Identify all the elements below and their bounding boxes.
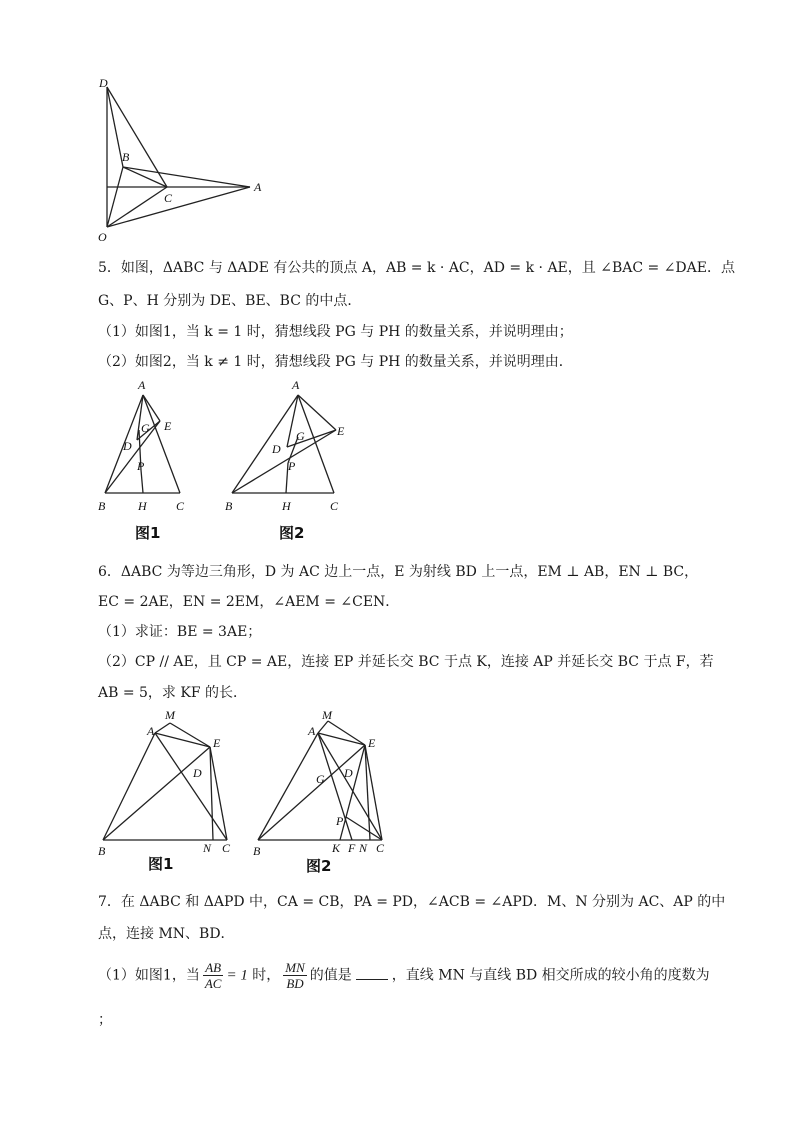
q6-line-3: （1）求证：BE = 3AE； xyxy=(98,624,262,640)
q6f2-f: F xyxy=(348,841,356,855)
q6f2-p: P xyxy=(336,814,344,828)
q6-line-4: （2）CP // AE，且 CP = AE，连接 EP 并延长交 BC 于点 K，连接 AP 并延长交 BC 于点 F，若 xyxy=(98,654,714,670)
q5-line-3: （1）如图1，当 k = 1 时，猜想线段 PG 与 PH 的数量关系，并说明理由； xyxy=(98,324,573,340)
q6f2-k: K xyxy=(332,841,341,855)
q6f2-caption: 图2 xyxy=(306,857,332,875)
q5f1-d: D xyxy=(123,439,132,453)
fraction-ab-ac xyxy=(203,960,224,991)
q6f1-caption: 图1 xyxy=(148,855,174,873)
q5f1-p: P xyxy=(137,459,145,473)
q5-line-2: G、P、H 分别为 DE、BE、BC 的中点． xyxy=(98,293,362,309)
q6f2-b: B xyxy=(253,844,261,858)
label-c: C xyxy=(164,191,173,205)
fraction-mn-bd-den: BD xyxy=(286,976,304,991)
q5f1-a: A xyxy=(138,378,146,392)
q6f1-d: D xyxy=(193,766,202,780)
q5f1-c: C xyxy=(176,499,185,513)
q5f2-g: G xyxy=(296,429,305,443)
q7-eq-one: = 1 xyxy=(226,967,248,984)
q6-line-5: AB = 5，求 KF 的长． xyxy=(98,685,248,701)
q5f2-b: B xyxy=(225,499,233,513)
fraction-mn-bd-num: MN xyxy=(285,960,305,975)
q6f2-n: N xyxy=(359,841,368,855)
q6f1-m: M xyxy=(165,708,175,722)
fraction-mn-bd xyxy=(283,960,307,991)
q6f1-e: E xyxy=(213,736,221,750)
figure-top xyxy=(95,75,275,245)
q6f2-a: A xyxy=(308,724,316,738)
q6-figure-1 xyxy=(95,705,245,875)
fraction-ab-ac-den: AC xyxy=(204,976,222,991)
q5f2-caption: 图2 xyxy=(279,524,305,542)
q5f1-g: G xyxy=(141,421,150,435)
q6f2-e: E xyxy=(368,736,376,750)
q6f2-m: M xyxy=(322,708,332,722)
q5f2-p: P xyxy=(288,459,296,473)
label-b: B xyxy=(122,150,130,164)
answer-blank[interactable] xyxy=(356,965,388,980)
q7-line-3-angle: ，直线 MN 与直线 BD 相交所成的较小角的度数为 xyxy=(391,967,710,984)
q6f2-g: G xyxy=(316,772,325,786)
q5-figure-2 xyxy=(222,375,352,545)
q7-line-4: ； xyxy=(98,1012,112,1028)
q5f2-e: E xyxy=(337,424,345,438)
q5f2-d: D xyxy=(272,442,281,456)
label-o: O xyxy=(98,230,107,244)
q6-line-2: EC = 2AE，EN = 2EM，∠AEM = ∠CEN． xyxy=(98,594,400,610)
q5f2-c: C xyxy=(330,499,339,513)
q6f2-d: D xyxy=(344,766,353,780)
q5f2-h: H xyxy=(282,499,291,513)
q7-line-3-when: 时， xyxy=(252,967,281,984)
q6f1-c: C xyxy=(222,841,231,855)
q5f1-h: H xyxy=(138,499,147,513)
q7-line-3 xyxy=(98,960,710,991)
q6-figure-2 xyxy=(250,705,400,875)
q7-line-2: 点，连接 MN、BD． xyxy=(98,926,235,942)
fraction-ab-ac-num: AB xyxy=(203,960,224,976)
q6f1-b: B xyxy=(98,844,106,858)
q6f1-n: N xyxy=(203,841,212,855)
q6-line-1: 6．ΔABC 为等边三角形，D 为 AC 边上一点，E 为射线 BD 上一点，EM ⊥ AB，EN ⊥ BC， xyxy=(98,564,699,580)
q6f1-a: A xyxy=(147,724,155,738)
q7-line-3-value: 的值是 xyxy=(309,967,352,984)
q5f2-a: A xyxy=(292,378,300,392)
q5f1-caption: 图1 xyxy=(135,524,161,542)
q6f2-c: C xyxy=(376,841,385,855)
q7-line-1: 7．在 ΔABC 和 ΔAPD 中，CA = CB，PA = PD，∠ACB = ∠APD．M、N 分别为 AC、AP 的中 xyxy=(98,894,726,910)
q7-line-3-prefix: （1）如图1，当 xyxy=(98,967,200,984)
q5-line-4: （2）如图2，当 k ≠ 1 时，猜想线段 PG 与 PH 的数量关系，并说明理由． xyxy=(98,354,573,370)
label-a: A xyxy=(254,180,262,194)
q5f1-b: B xyxy=(98,499,106,513)
label-d: D xyxy=(99,76,108,90)
q5f1-e: E xyxy=(164,419,172,433)
q5-line-1: 5．如图，ΔABC 与 ΔADE 有公共的顶点 A，AB = k · AC，AD = k · AE，且 ∠BAC = ∠DAE．点 xyxy=(98,260,735,276)
q5-figure-1 xyxy=(95,375,200,545)
